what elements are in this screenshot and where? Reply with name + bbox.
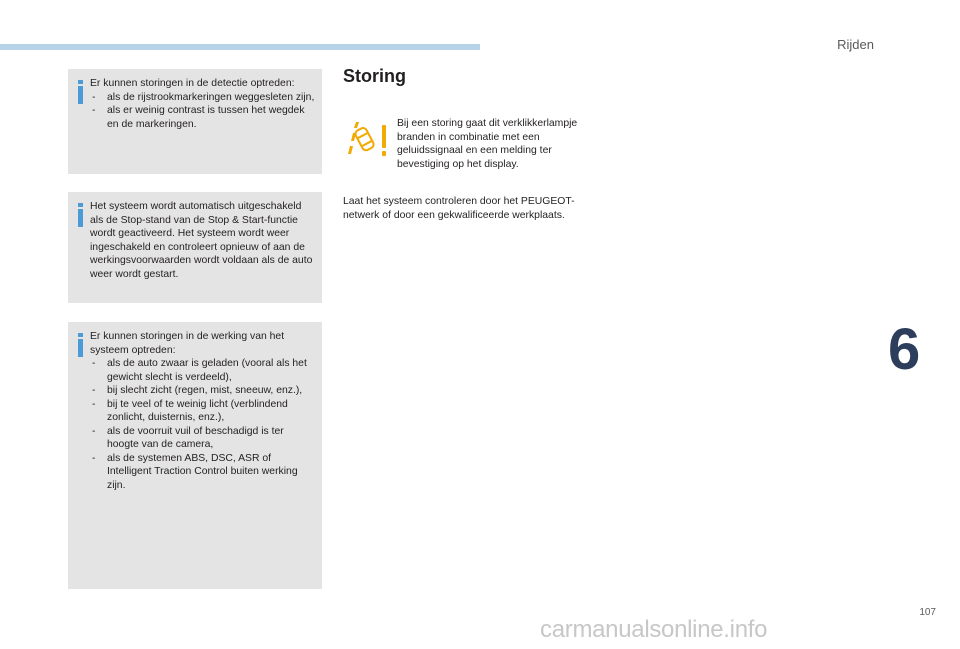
info-note-operation bbox=[68, 322, 322, 589]
info-icon bbox=[77, 203, 83, 227]
service-advice: Laat het systeem controleren door het PEUGEOT-netwerk of door een gekwalificeerde werkplaats. bbox=[343, 196, 575, 221]
list-item: - als de systemen ABS, DSC, ASR of Intelligent Traction Control buiten werking zijn. bbox=[90, 452, 316, 493]
watermark: carmanualsonline.info bbox=[540, 616, 768, 643]
list-item: - als er weinig contrast is tussen het wegdek en de markeringen. bbox=[90, 104, 316, 131]
section-heading: Storing bbox=[343, 66, 406, 86]
lane-departure-warning-icon bbox=[344, 120, 390, 162]
note-list bbox=[90, 91, 316, 132]
info-note-detection bbox=[68, 69, 322, 174]
note-intro: Er kunnen storingen in de detectie optreden: bbox=[90, 78, 295, 89]
note-list bbox=[90, 357, 316, 492]
info-icon bbox=[77, 80, 83, 104]
list-item: - bij te veel of te weinig licht (verblindend zonlicht, duisternis, enz.), bbox=[90, 398, 316, 425]
note-text: Het systeem wordt automatisch uitgeschakeld als de Stop-stand van de Stop & Start-functie wordt geactiveerd. Het systeem wordt weer ingeschakeld en controleert opnieuw of aan de werkingsvoorwaarden wordt voldaan als de auto weer wordt gestart. bbox=[90, 201, 313, 280]
warning-description: Bij een storing gaat dit verklikkerlampje branden in combinatie met een geluidssignaal en een melding ter bevestiging op het display. bbox=[397, 118, 578, 170]
list-item: - als de voorruit vuil of beschadigd is ter hoogte van de camera, bbox=[90, 425, 316, 452]
page-number: 107 bbox=[919, 607, 936, 618]
info-icon bbox=[77, 333, 83, 357]
list-item: - bij slecht zicht (regen, mist, sneeuw, enz.), bbox=[90, 384, 316, 398]
list-item: - als de auto zwaar is geladen (vooral als het gewicht slecht is verdeeld), bbox=[90, 357, 316, 384]
info-note-stop-start bbox=[68, 192, 322, 303]
chapter-number: 6 bbox=[888, 317, 921, 382]
header-bar bbox=[0, 44, 480, 50]
list-item: - als de rijstrookmarkeringen weggesleten zijn, bbox=[90, 91, 316, 105]
section-title: Rijden bbox=[837, 37, 874, 52]
note-intro: Er kunnen storingen in de werking van het systeem optreden: bbox=[90, 331, 285, 356]
